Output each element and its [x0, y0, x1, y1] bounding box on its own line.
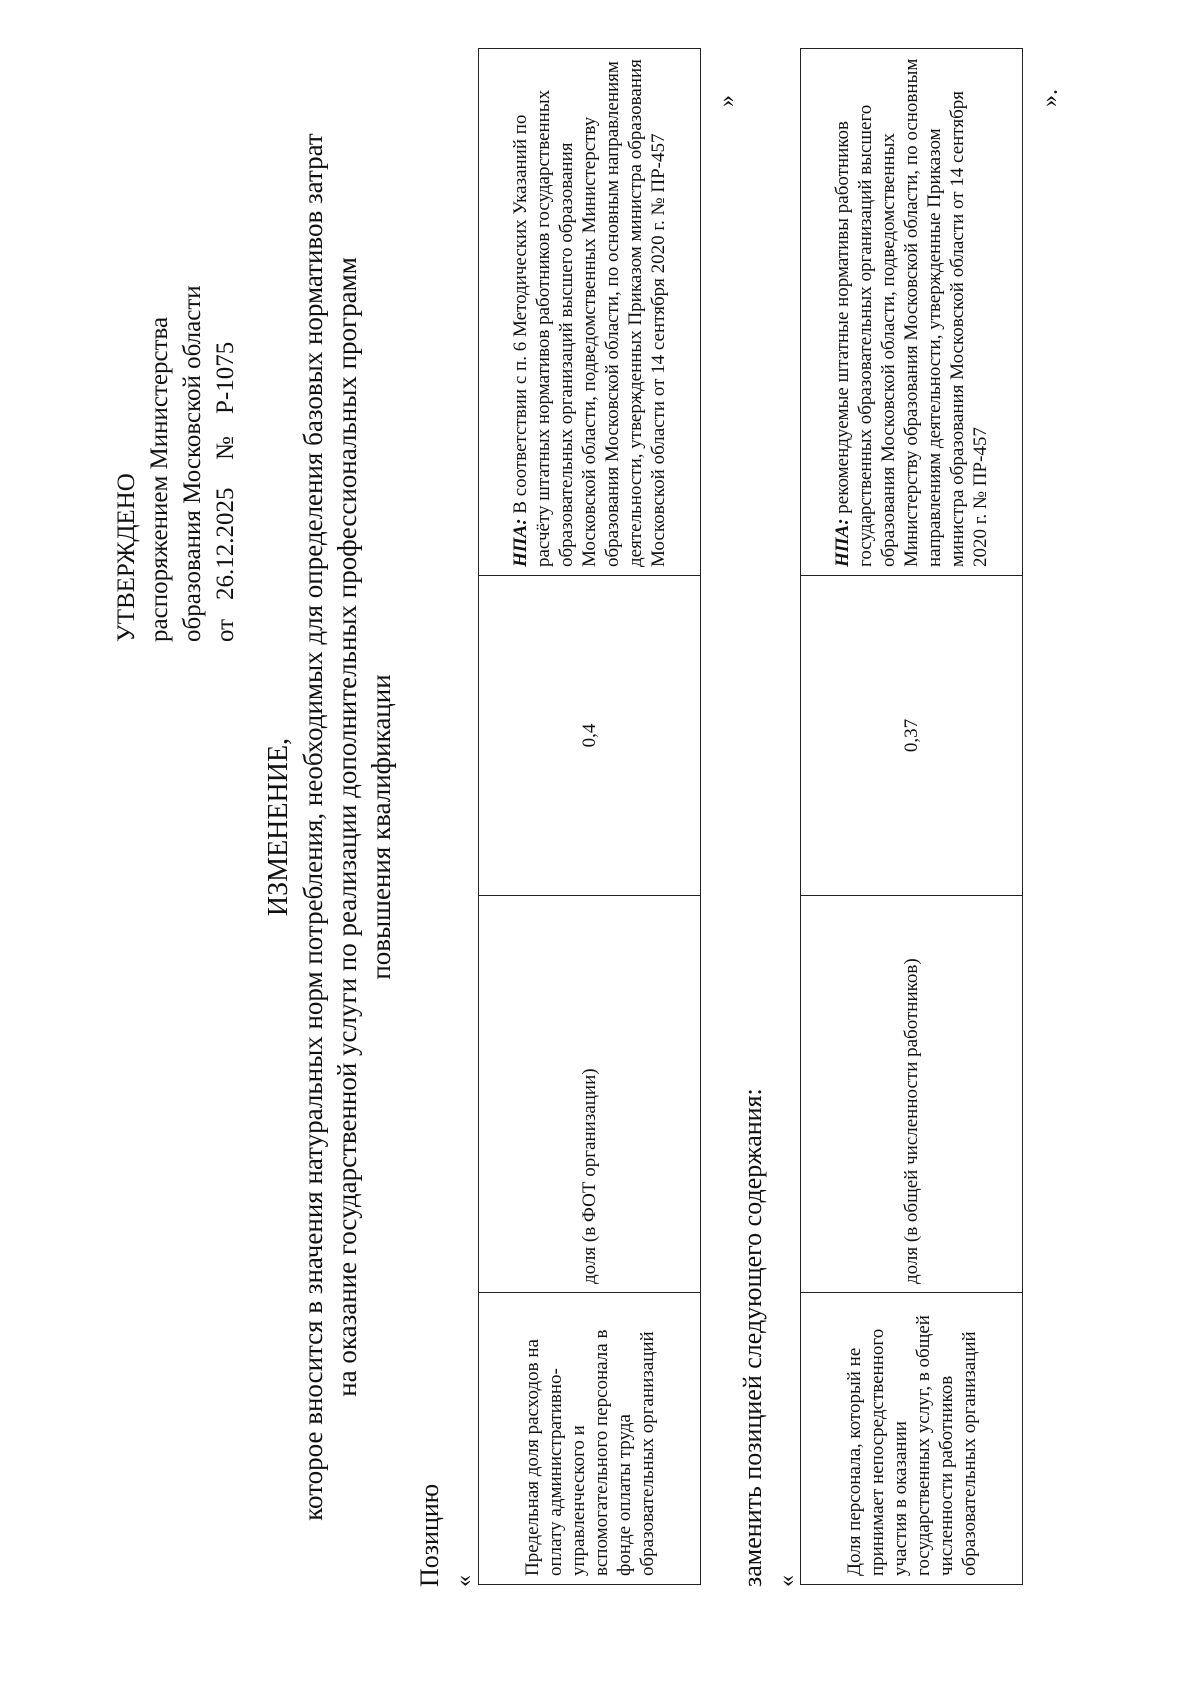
approval-date-number — [209, 42, 242, 642]
section1-lead: Позицию — [415, 1483, 444, 1587]
title-line-2: на оказание государственной услуги по реализации дополнительных профессиональных программ — [332, 257, 362, 1397]
title-heading: ИЗМЕНЕНИЕ, — [263, 737, 294, 917]
table-row — [801, 49, 1023, 1585]
value-cell: 0,37 — [801, 576, 1023, 896]
section2-open-quote: « — [774, 1575, 800, 1587]
approval-heading: УТВЕРЖДЕНО — [113, 473, 140, 642]
position-name-cell: Предельная доля расходов на оплату административно-управленческого и вспомогательного персонала в фонде оплаты труда образовательных организаций — [479, 1293, 701, 1585]
npa-cell — [479, 49, 701, 576]
section1-open-quote: « — [451, 1575, 477, 1587]
approval-number-sign: № — [212, 436, 239, 460]
section2-lead: заменить позицией следующего содержания: — [738, 1088, 767, 1587]
approval-stamp — [110, 42, 242, 642]
title-line-3: повышения квалификации — [366, 674, 396, 980]
document-title — [262, 77, 398, 1577]
section1-table — [478, 48, 701, 1585]
approval-number: Р-1075 — [212, 341, 239, 414]
position-name-cell: Доля персонала, который не принимает непосредственного участия в оказании государственных услуг, в общей численности работников образовательных организаций — [801, 1293, 1023, 1585]
approval-ot: от — [212, 618, 239, 642]
unit-cell: доля (в ФОТ организации) — [479, 896, 701, 1293]
section1-close-quote: » — [714, 95, 740, 107]
section2-table — [800, 48, 1023, 1585]
npa-text: рекомендуемые штатные нормативы работников государственных образовательных организаций высшего образования Московской области, подведомственных Министерству образования Московской области, по основным направлениям деятельности, утвержденные Приказом министра образования Московской области от 14 сентября 2020 г. № ПР-457 — [832, 58, 991, 567]
unit-cell: доля (в общей численности работников) — [801, 896, 1023, 1293]
npa-cell — [801, 49, 1023, 576]
table-row — [479, 49, 701, 1585]
section2-close-quote: ». — [1037, 89, 1063, 107]
title-line-1: которое вносится в значения натуральных норм потребления, необходимых для определения базовых нормативов затрат — [298, 133, 328, 1521]
npa-label: НПА: — [510, 518, 531, 567]
npa-text: В соответствии с п. 6 Методических Указаний по расчёту штатных нормативов работников государственных образовательных организаций высшего образования Московской области, подведомственных Министерству образования Московской области, по основным направлениям деятельности, утвержденных Приказом министра образования Московской области от 14 сентября 2020 г. № ПР-457 — [510, 59, 669, 567]
value-cell: 0,4 — [479, 576, 701, 896]
approval-line-1: распоряжением Министерства — [146, 316, 173, 642]
approval-date: 26.12.2025 — [212, 487, 239, 600]
approval-line-2: образования Московской области — [179, 285, 206, 642]
npa-label: НПА: — [832, 518, 853, 567]
